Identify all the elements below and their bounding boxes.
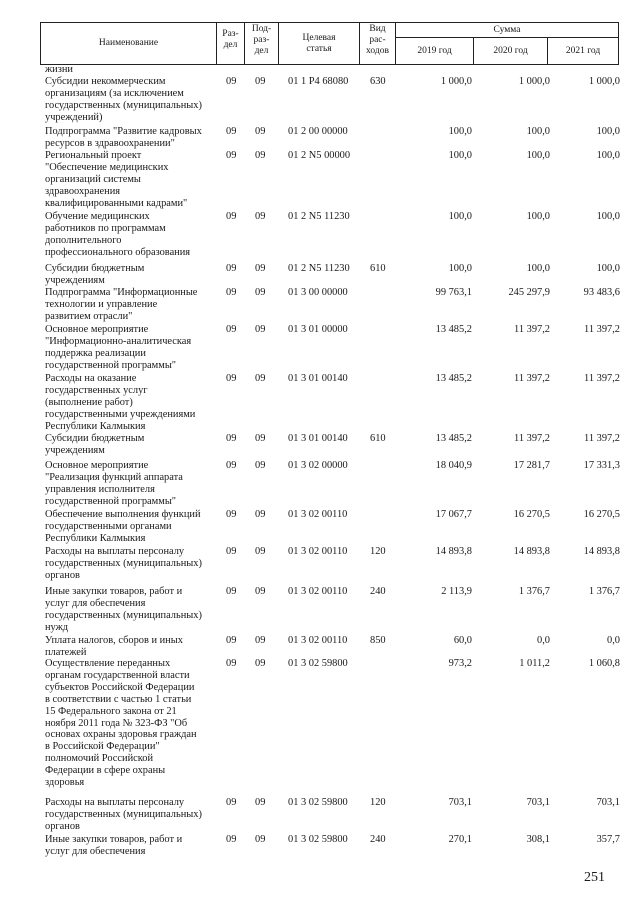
header-year-2020: 2020 год [493, 46, 528, 56]
row-name-line: Иные закупки товаров, работ и [45, 586, 183, 597]
row-name-line: Республики Калмыкия [45, 532, 146, 544]
row-podrazdel: 09 [255, 126, 266, 137]
row-razdel: 09 [226, 658, 237, 669]
row-name-line: организаций системы [45, 173, 141, 185]
row-sum-2021: 357,7 [596, 834, 620, 845]
row-name-line: Федерации в сфере охраны [45, 765, 166, 777]
row-sum-2019: 100,0 [448, 211, 472, 222]
header-celevaya-line: Целевая [302, 33, 336, 43]
row-name-line: Расходы на выплаты персоналу [45, 546, 185, 557]
row-razdel: 09 [226, 150, 237, 161]
row-razdel: 09 [226, 126, 237, 137]
row-name-line: Иные закупки товаров, работ и [45, 834, 183, 845]
row-sum-2020: 17 281,7 [513, 460, 550, 471]
row-podrazdel: 09 [255, 324, 266, 335]
row-name [45, 460, 220, 508]
row-name-line: технологии и управление [45, 298, 158, 310]
row-target-article: 01 3 01 00140 [288, 373, 348, 384]
row-name-line: в Российской Федерации" [45, 741, 160, 753]
row-name-line: Основное мероприятие [45, 460, 149, 471]
row-name [45, 126, 220, 150]
row-sum-2020: 100,0 [526, 126, 550, 137]
row-target-article: 01 3 02 00110 [288, 509, 348, 520]
header-vline [618, 22, 619, 65]
row-podrazdel: 09 [255, 635, 266, 646]
row-target-article: 01 3 02 59800 [288, 658, 348, 669]
row-sum-2020: 100,0 [526, 150, 550, 161]
row-razdel: 09 [226, 635, 237, 646]
row-target-article: 01 2 N5 00000 [288, 150, 351, 161]
row-name [45, 76, 220, 124]
row-podrazdel: 09 [255, 797, 266, 808]
header-podrazdel-line: Под- [251, 24, 272, 34]
header-top-rule [40, 22, 618, 23]
header-podrazdel-line: дел [254, 46, 269, 56]
row-name-line: Подпрограмма "Информационные [45, 287, 198, 298]
row-sum-2020: 1 000,0 [518, 76, 550, 87]
row-name-line: государственных (муниципальных) [45, 99, 202, 111]
row-podrazdel: 09 [255, 433, 266, 444]
row-name-line: нужд [45, 621, 69, 633]
row-name-line: государственных (муниципальных) [45, 557, 202, 569]
row-target-article: 01 3 01 00140 [288, 433, 348, 444]
row-name-line: Субсидии бюджетным [45, 263, 145, 274]
row-target-article: 01 3 02 00110 [288, 586, 348, 597]
row-name-line: в соответствии с частью 1 статьи [45, 693, 192, 705]
row-sum-2019: 14 893,8 [435, 546, 472, 557]
row-podrazdel: 09 [255, 658, 266, 669]
row-sum-2020: 245 297,9 [508, 287, 550, 298]
row-target-article: 01 2 00 00000 [288, 126, 348, 137]
row-expense-type: 610 [370, 263, 386, 274]
row-sum-2021: 100,0 [596, 211, 620, 222]
row-razdel: 09 [226, 76, 237, 87]
header-vid-line: Вид [369, 24, 386, 34]
row-name-line: Субсидии некоммерческим [45, 76, 166, 87]
row-name-line: ресурсов в здравоохранении" [45, 137, 175, 149]
header-vid [360, 24, 395, 57]
header-razdel-line: дел [223, 40, 238, 50]
row-name-line: "Обеспечение медицинских [45, 161, 169, 173]
row-sum-2020: 0,0 [537, 635, 550, 646]
row-sum-2019: 13 485,2 [435, 324, 472, 335]
row-sum-2020: 11 397,2 [514, 433, 550, 444]
row-name-line: государственных (муниципальных) [45, 808, 202, 820]
row-target-article: 01 3 02 00110 [288, 546, 348, 557]
row-name-line: 15 Федерального закона от 21 [45, 705, 177, 717]
row-sum-2020: 11 397,2 [514, 324, 550, 335]
row-razdel: 09 [226, 586, 237, 597]
row-sum-2021: 1 376,7 [588, 586, 620, 597]
row-target-article: 01 3 01 00000 [288, 324, 348, 335]
row-name [45, 546, 220, 582]
row-name-line: полномочий Российской [45, 753, 154, 765]
row-sum-2020: 1 376,7 [518, 586, 550, 597]
header-celevaya [279, 33, 359, 55]
header-celevaya-line: статья [306, 44, 332, 54]
row-name-line: государственными органами [45, 520, 172, 532]
row-name-line: государственных услуг [45, 384, 148, 396]
row-sum-2019: 99 763,1 [435, 287, 472, 298]
carryover-text: жизни [45, 64, 73, 75]
header-vid-line: рас- [369, 35, 386, 45]
row-target-article: 01 3 02 00000 [288, 460, 348, 471]
row-target-article: 01 1 P4 68080 [288, 76, 349, 87]
row-razdel: 09 [226, 797, 237, 808]
row-razdel: 09 [226, 373, 237, 384]
row-name-line: Расходы на оказание [45, 373, 137, 384]
row-sum-2021: 11 397,2 [584, 433, 620, 444]
page-number: 251 [584, 870, 605, 885]
row-name [45, 797, 220, 833]
row-sum-2019: 973,2 [448, 658, 472, 669]
row-name-line: здравоохранения [45, 185, 121, 197]
row-sum-2021: 1 060,8 [588, 658, 620, 669]
row-sum-2019: 270,1 [448, 834, 472, 845]
row-name-line: Республики Калмыкия [45, 420, 146, 432]
row-razdel: 09 [226, 433, 237, 444]
row-name-line: государственных (муниципальных) [45, 609, 202, 621]
row-expense-type: 850 [370, 635, 386, 646]
row-name-line: "Реализация функций аппарата [45, 471, 183, 483]
row-name-line: квалифицированными кадрами" [45, 197, 188, 209]
row-podrazdel: 09 [255, 76, 266, 87]
row-sum-2020: 100,0 [526, 211, 550, 222]
header-year-2019: 2019 год [417, 46, 452, 56]
row-name-line: профессионального образования [45, 246, 191, 258]
row-sum-2021: 1 000,0 [588, 76, 620, 87]
row-expense-type: 120 [370, 797, 386, 808]
row-razdel: 09 [226, 546, 237, 557]
row-name-line: здоровья [45, 777, 85, 789]
row-sum-2021: 0,0 [607, 635, 620, 646]
row-name-line: учреждениям [45, 274, 105, 286]
row-sum-2021: 93 483,6 [583, 287, 620, 298]
row-name-line: основах охраны здоровья граждан [45, 729, 197, 741]
row-sum-2020: 703,1 [526, 797, 550, 808]
header-razdel [217, 29, 244, 51]
row-sum-2020: 14 893,8 [513, 546, 550, 557]
row-sum-2021: 17 331,3 [583, 460, 620, 471]
row-name-line: (выполнение работ) [45, 396, 133, 408]
row-podrazdel: 09 [255, 211, 266, 222]
header-vid-line: ходов [366, 46, 389, 56]
row-name [45, 373, 220, 433]
row-name-line: органов [45, 820, 80, 832]
row-sum-2019: 703,1 [448, 797, 472, 808]
row-sum-2021: 100,0 [596, 126, 620, 137]
row-sum-2020: 16 270,5 [513, 509, 550, 520]
row-expense-type: 610 [370, 433, 386, 444]
row-name-line: управления исполнителя [45, 483, 155, 495]
row-name-line: органам государственной власти [45, 669, 190, 681]
row-sum-2020: 100,0 [526, 263, 550, 274]
row-razdel: 09 [226, 211, 237, 222]
row-razdel: 09 [226, 834, 237, 845]
row-name-line: Региональный проект [45, 150, 142, 161]
row-sum-2019: 2 113,9 [441, 586, 472, 597]
row-name-line: платежей [45, 646, 87, 658]
header-name: Наименование [98, 38, 159, 48]
row-sum-2020: 11 397,2 [514, 373, 550, 384]
row-podrazdel: 09 [255, 460, 266, 471]
row-name-line: дополнительного [45, 234, 122, 246]
row-name-line: учреждениям [45, 444, 105, 456]
row-sum-2021: 16 270,5 [583, 509, 620, 520]
row-sum-2019: 1 000,0 [440, 76, 472, 87]
row-target-article: 01 3 02 59800 [288, 834, 348, 845]
row-name-line: государственной программы" [45, 495, 177, 507]
row-razdel: 09 [226, 263, 237, 274]
row-name-line: Осуществление переданных [45, 658, 171, 669]
row-sum-2021: 100,0 [596, 150, 620, 161]
row-sum-2019: 17 067,7 [435, 509, 472, 520]
row-podrazdel: 09 [255, 150, 266, 161]
row-name-line: Расходы на выплаты персоналу [45, 797, 185, 808]
row-podrazdel: 09 [255, 834, 266, 845]
row-name [45, 150, 220, 210]
row-name-line: Подпрограмма "Развитие кадровых [45, 126, 202, 137]
row-name-line: Основное мероприятие [45, 324, 149, 335]
row-name-line: государственной программы" [45, 359, 177, 371]
row-name [45, 324, 220, 372]
row-expense-type: 120 [370, 546, 386, 557]
row-expense-type: 630 [370, 76, 386, 87]
row-name-line: организациям (за исключением [45, 87, 184, 99]
row-podrazdel: 09 [255, 546, 266, 557]
row-name [45, 658, 220, 789]
row-sum-2021: 11 397,2 [584, 324, 620, 335]
row-name-line: услуг для обеспечения [45, 597, 146, 609]
row-sum-2021: 11 397,2 [584, 373, 620, 384]
row-name [45, 586, 220, 634]
row-name [45, 834, 220, 858]
row-name-line: поддержка реализации [45, 347, 146, 359]
row-podrazdel: 09 [255, 263, 266, 274]
row-razdel: 09 [226, 460, 237, 471]
row-target-article: 01 3 00 00000 [288, 287, 348, 298]
row-name [45, 211, 220, 259]
row-target-article: 01 3 02 59800 [288, 797, 348, 808]
row-sum-2019: 18 040,9 [435, 460, 472, 471]
row-sum-2020: 1 011,2 [519, 658, 550, 669]
row-sum-2021: 14 893,8 [583, 546, 620, 557]
row-target-article: 01 2 N5 11230 [288, 211, 350, 222]
row-razdel: 09 [226, 324, 237, 335]
row-sum-2019: 100,0 [448, 263, 472, 274]
row-name-line: Уплата налогов, сборов и иных [45, 635, 183, 646]
row-sum-2020: 308,1 [526, 834, 550, 845]
row-name-line: органов [45, 569, 80, 581]
header-summa: Сумма [493, 25, 521, 35]
row-podrazdel: 09 [255, 287, 266, 298]
row-sum-2019: 100,0 [448, 126, 472, 137]
row-name-line: Субсидии бюджетным [45, 433, 145, 444]
row-name-line: государственными учреждениями [45, 408, 196, 420]
header-podrazdel [245, 24, 278, 57]
row-name-line: работников по программам [45, 222, 166, 234]
row-name-line: учреждений) [45, 111, 103, 123]
row-name-line: Обучение медицинских [45, 211, 150, 222]
row-podrazdel: 09 [255, 373, 266, 384]
row-name [45, 263, 220, 287]
row-sum-2019: 60,0 [453, 635, 472, 646]
header-bottom-rule [40, 64, 618, 65]
row-podrazdel: 09 [255, 509, 266, 520]
row-razdel: 09 [226, 509, 237, 520]
header-year-2021: 2021 год [565, 46, 601, 56]
row-sum-2019: 100,0 [448, 150, 472, 161]
row-podrazdel: 09 [255, 586, 266, 597]
summa-split-rule [395, 37, 618, 38]
row-name-line: Обеспечение выполнения функций [45, 509, 201, 520]
row-name [45, 433, 220, 457]
row-razdel: 09 [226, 287, 237, 298]
row-name-line: развитием отрасли" [45, 310, 133, 322]
row-name-line: "Информационно-аналитическая [45, 335, 192, 347]
row-name [45, 635, 220, 659]
row-name-line: субъектов Российской Федерации [45, 681, 195, 693]
row-name [45, 287, 220, 323]
row-expense-type: 240 [370, 834, 386, 845]
row-sum-2021: 703,1 [596, 797, 620, 808]
row-sum-2019: 13 485,2 [435, 373, 472, 384]
row-sum-2021: 100,0 [596, 263, 620, 274]
header-podrazdel-line: раз- [253, 35, 270, 45]
row-name [45, 509, 220, 545]
row-name-line: ноября 2011 года № 323-ФЗ "Об [45, 717, 188, 729]
row-name-line: услуг для обеспечения [45, 845, 146, 857]
row-target-article: 01 2 N5 11230 [288, 263, 350, 274]
header-razdel-line: Раз- [222, 29, 239, 39]
row-expense-type: 240 [370, 586, 386, 597]
row-sum-2019: 13 485,2 [435, 433, 472, 444]
row-target-article: 01 3 02 00110 [288, 635, 348, 646]
